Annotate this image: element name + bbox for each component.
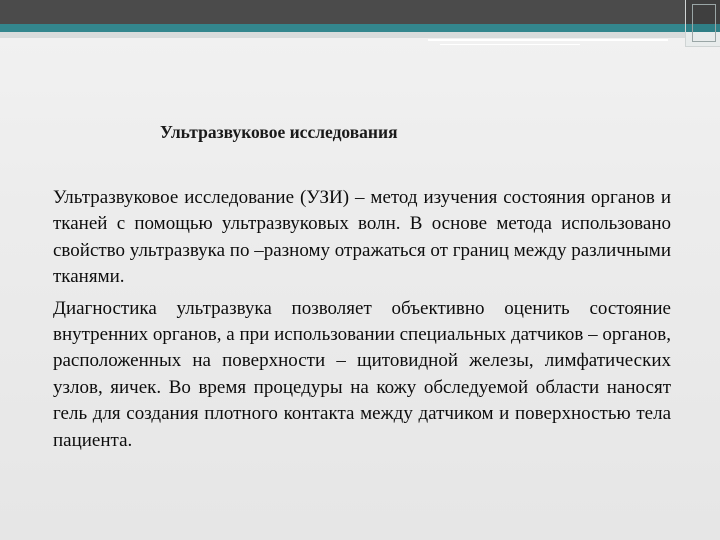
header-accent-line [440,44,580,45]
slide-body [53,185,671,459]
header-band-light [0,32,720,38]
header-band-dark [0,0,720,24]
corner-frame-decoration [685,0,720,47]
body-paragraph: Диагностика ультразвука позволяет объективно оценить состояние внутренних органов, а при использовании специальных датчиков – органов, расположенных на поверхности – щитовидной железы, лимфатических узлов, яичек. Во время процедуры на кожу обследуемой области наносят гель для создания плотного контакта между датчиком и поверхностью тела пациента. [53,297,671,451]
header-band-teal [0,24,720,32]
slide-title: Ультразвуковое исследования [160,122,398,142]
body-paragraph: Ультразвуковое исследование (УЗИ) – метод изучения состояния органов и тканей с помощью ультразвуковых волн. В основе метода использовано свойство ультразвука по –разному отражаться от границ между различными тканями. [53,187,671,288]
header-accent-line [428,39,668,41]
